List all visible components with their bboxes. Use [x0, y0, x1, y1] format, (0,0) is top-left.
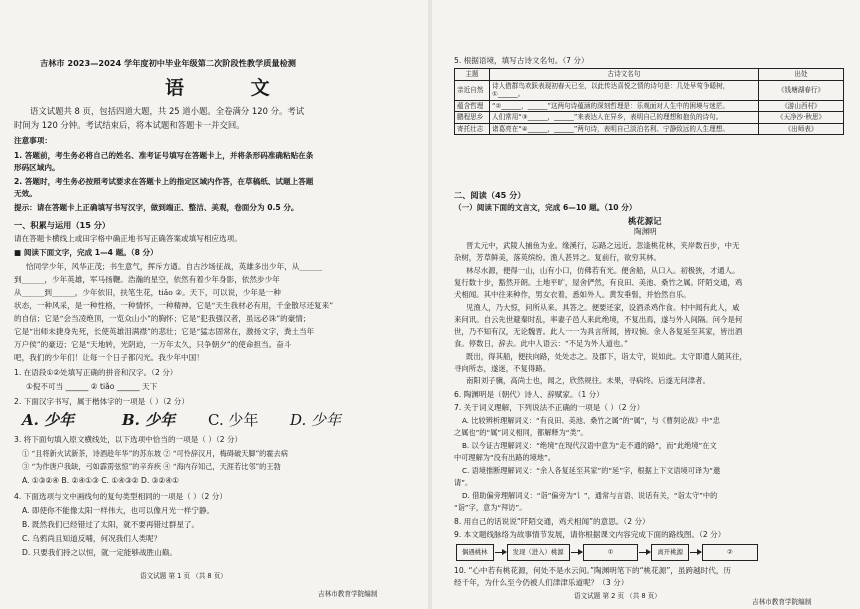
row-text: 诸葛亮在“④______，______”两句诗，表明自己淡泊名利、宁静致远的人生理想。 — [490, 123, 759, 135]
instructions-line-1: 语文试题共 8 页，包括四道大题，共 25 道小题。全卷满分 120 分。考试 — [30, 106, 305, 116]
classical-line-10: 既出，得其船，便扶向路，处处志之。及郡下，诣太守，说如此。太守即遣人随其往， — [466, 352, 747, 361]
table-row — [455, 80, 844, 100]
row-source: 《出师表》 — [759, 123, 844, 135]
q4-option-a: A. 即使你不能像太阳一样伟大，也可以像月光一样宁静。 — [22, 506, 215, 515]
classical-line-6: 见渔人，乃大惊，问所从来。具答之。便要还家，设酒杀鸡作食。村中闻有此人，咸 — [466, 303, 740, 312]
passage-line-7: 万户侯”的豪迈；它是“天地转，光阴迫，一万年太久，只争朝夕”的使命担当。奋斗 — [14, 340, 292, 349]
row-source: 《游山西村》 — [759, 100, 844, 112]
flow-step-5-blank: ② — [702, 544, 758, 561]
note-1: 1. 答题前，考生务必将自己的姓名、准考证号填写在答题卡上，并将条形码准确粘贴在条 — [14, 151, 314, 160]
row-text: 人们常用“③______，______”来表达人在异乡，表明自己的理想和抱负的诗句。 — [490, 112, 759, 124]
passage-line-8: 吧，我们的少年们！让每一个日子都闪光。我少年中国！ — [14, 353, 204, 362]
section-1-heading: 一、积累与运用（15 分） — [14, 220, 111, 230]
passage-line-2: 到______，少年英雄，军马扬鞭。浩瀚的星空，依然有着少年身影，依然步少年 — [14, 275, 280, 284]
q4-option-d: D. 只要我们持之以恒，就一定能够战胜山巅。 — [22, 548, 177, 557]
classical-line-12: 南阳刘子骥，高尚士也，闻之，欣然规往。未果，寻病终。后遂无问津者。 — [466, 376, 710, 385]
row-text: “②______，______”这两句诗蕴涵的深刻哲理是：乐观面对人生中的困境与迷茫。 — [490, 100, 759, 112]
q4-option-c: C. 乌鸦尚且知道反哺，何况我们人类呢？ — [22, 534, 162, 543]
flow-arrow — [495, 552, 506, 553]
question-9: 9. 本文题线脉络为故事情节发展，请你根据课文内容完成下面的路线图。（2 分） — [454, 530, 726, 539]
poem-table — [454, 68, 844, 135]
note-1-cont: 形码区域内。 — [14, 163, 60, 172]
left-page — [0, 0, 428, 609]
q2-option-d: D. 少年 — [290, 411, 342, 429]
header-theme: 主题 — [455, 69, 490, 81]
table-row — [455, 123, 844, 135]
q2-option-c: C. 少年 — [208, 411, 259, 429]
table-header-row — [455, 69, 844, 81]
classical-line-11: 寻向所志，遂迷，不复得路。 — [454, 364, 551, 373]
question-1: 1. 在语段①②处填写正确的拼音和汉字。（2 分） — [14, 368, 178, 377]
plot-flowchart — [456, 544, 758, 561]
question-4: 4. 下面选项与文中画线句的复句类型相同的一项是（ ）（2 分） — [14, 492, 227, 501]
flow-arrow — [690, 552, 701, 553]
classical-title: 桃花源记 — [628, 216, 662, 226]
page-footer: 语文试题 第 2 页 （共 8 页） — [574, 592, 661, 600]
classical-line-5: 犬相闻。其中往来种作，男女衣着，悉如外人。黄发垂髫，并怡然自乐。 — [454, 290, 691, 299]
question-3: 3. 将下面句填入原文横线处，以下选项中恰当的一项是（ ）（2 分） — [14, 435, 243, 444]
q7-option-d-cont: “诣”字，意为“拜访”。 — [454, 503, 527, 512]
q7-option-d: D. 借助偏旁理解词义：“诣”偏旁为“讠”，通常与言语、说话有关，“诣太守”中的 — [462, 491, 718, 500]
header-source: 出处 — [759, 69, 844, 81]
classical-line-9: 食。停数日，辞去。此中人语云：“不足为外人道也。” — [454, 339, 628, 348]
note-2: 2. 答题时，考生务必按照考试要求在答题卡上的指定区域内作答，在草稿纸、试题上答题 — [14, 177, 314, 186]
passage-line-4: 状态，一种风采，是一种性格，一种情怀，一种精神。它是“天生我材必有用，千金散尽还复来” — [14, 301, 334, 310]
flow-arrow — [571, 552, 582, 553]
classical-line-2: 杂树，芳草鲜美，落英缤纷。渔人甚异之。复前行，欲穷其林。 — [454, 253, 661, 262]
flow-arrow — [639, 552, 650, 553]
header-text: 古诗文名句 — [490, 69, 759, 81]
q4-option-b: B. 既然我们已经错过了太阳，就不要再错过群星了。 — [22, 520, 200, 529]
right-page — [432, 0, 860, 609]
question-8: 8. 用自己的话说说“阡陌交通，鸡犬相闻”的意思。（2 分） — [454, 517, 650, 526]
q7-option-c-cont: 请”。 — [454, 478, 473, 487]
flow-step-2: 发现（进入）桃源 — [507, 544, 570, 561]
exam-title: 吉林市 2023—2024 学年度初中毕业年级第二次阶段性教学质量检测 — [40, 58, 296, 68]
classical-line-4: 复行数十步，豁然开朗。土地平旷，屋舍俨然，有良田、美池、桑竹之属。阡陌交通，鸡 — [454, 278, 743, 287]
question-7: 7. 关于词义理解，下列说法不正确的一项是（ ）（2 分） — [454, 403, 645, 412]
question-10-cont: 经千年，为什么至今仍被人们津津乐道呢？（3 分） — [454, 578, 629, 587]
q3-options: A. ①③②④ B. ②④①③ C. ①④③② D. ③②④① — [22, 476, 179, 485]
classical-author: 陶渊明 — [634, 227, 657, 236]
q7-option-c: C. 语境推断理解词义：“余人各复延至其家”的“延”字，根据上下文语境可译为“邀 — [462, 466, 721, 475]
classical-line-8: 世，乃不知有汉，无论魏晋。此人一一为具言所闻，皆叹惋。余人各复延至其家，皆出酒 — [454, 327, 743, 336]
page-footer: 语文试题 第 1 页 （共 8 页） — [140, 572, 227, 580]
q3-items-1: ① “且将新火试新茶，诗酒趁年华”的苏东坡 ② “可怜辞汉月，梅碍破天脚”的霍去病 — [22, 449, 288, 458]
question-2: 2. 下面汉字书写，属于楷体字的一项是（ ）（2 分） — [14, 397, 189, 406]
note-2-cont: 无效。 — [14, 189, 37, 198]
passage-line-1: 恰同学少年，风华正茂；书生意气，挥斥方遒。自古沙场征战，英雄多出少年，从______ — [26, 262, 323, 271]
flow-step-4: 离开桃源 — [651, 544, 689, 561]
row-theme: 寄托壮志 — [455, 123, 490, 135]
subject-title: 语 文 — [165, 77, 300, 99]
flow-step-3-blank: ① — [583, 544, 639, 561]
table-row — [455, 112, 844, 124]
passage-line-5: 的自信；它是“会当凌绝顶，一览众山小”的胸怀；它是“犯我强汉者，虽远必诛”的豪情； — [14, 314, 311, 323]
table-row — [455, 100, 844, 112]
flow-step-1: 偶遇桃林 — [456, 544, 494, 561]
question-10: 10. “心中若有桃花源，何处不是水云间。”陶渊明笔下的“桃花源”，虽跨越时代，历 — [454, 566, 732, 575]
row-theme: 蕴含哲理 — [455, 100, 490, 112]
publisher-footer: 吉林市教育学院编制 — [318, 590, 378, 598]
q2-option-b: B. 少年 — [122, 411, 176, 429]
row-theme: 鹏程思乡 — [455, 112, 490, 124]
row-source: 《天净沙·秋思》 — [759, 112, 844, 124]
instructions-line-2: 时间为 120 分钟。考试结束后，将本试题和答题卡一并交回。 — [14, 120, 245, 130]
section-2-heading: 二、阅读（45 分） — [454, 190, 526, 200]
classical-line-1: 晋太元中，武陵人捕鱼为业。缘溪行，忘路之远近。忽逢桃花林，夹岸数百步，中无 — [466, 241, 740, 250]
classical-line-3: 林尽水源，便得一山，山有小口，仿佛若有光。便舍船，从口入。初极狭，才通人。 — [466, 266, 740, 275]
row-source: 《钱塘湖春行》 — [759, 80, 844, 100]
subsection-1-heading: （一）阅读下面的文言文，完成 6—10 题。（10 分） — [454, 203, 637, 212]
notes-heading: 注意事项： — [14, 136, 52, 145]
passage-line-6: 它是“出师未捷身先死，长使英雄泪满襟”的悲壮；它是“猛志固常在，激扬文字，粪土当年 — [14, 327, 315, 336]
question-6: 6. 陶渊明是（朝代）诗人、辞赋家。（1 分） — [454, 390, 604, 399]
passage-line-3: 从______到______，少年依旧，扶笔生花，tiǎo ②。天下，可以说，少年是一种 — [14, 288, 281, 297]
note-tip: 提示：请在答题卡上正确填写书写汉字，做到端正、整洁、美观，卷面分为 0.5 分。 — [14, 203, 299, 212]
q7-option-b: B. 以今证古理解词义：“绝境”在现代汉语中意为“走不通的路”，而“此绝境”在文 — [462, 441, 717, 450]
row-theme: 亲近自然 — [455, 80, 490, 100]
question-5: 5. 根据语境，填写古诗文名句。（7 分） — [454, 56, 589, 65]
q3-items-2: ③ “为作唐户我缺，弓如霹雳弦惊”的辛弃疾 ④ “海内存知己，天涯若比邻”的王勃 — [22, 462, 281, 471]
row-text: 诗人借群鸟欢跃表现初春天已至，以此传达喜悦之情的诗句是：几处早莺争暖树，①______。 — [490, 80, 759, 100]
q2-option-a: A. 少年 — [22, 411, 75, 429]
section-1-intro: 请在答题卡横线上或田字格中确正地书写正确答案或填写相应选项。 — [14, 234, 242, 243]
reading-heading: ■ 阅读下面文字，完成 1—4 题。（8 分） — [14, 248, 158, 257]
q7-option-a: A. 比较辨析理解词义：“有良田、美池、桑竹之属”的“属”，与《曹刿论战》中“忠 — [462, 416, 720, 425]
q7-option-a-cont: 之属也”的“属”词义相同，都解释为“类”。 — [454, 428, 588, 437]
q7-option-b-cont: 中可理解为“没有出路的境地”。 — [454, 453, 555, 462]
question-1-blanks: ①倪不可当 ______ ② tiǎo ______ 天下 — [26, 382, 158, 391]
classical-line-7: 来问讯。自云先世避秦时乱，率妻子邑人来此绝境，不复出焉，遂与外人间隔。问今是何 — [454, 315, 743, 324]
publisher-footer: 吉林市教育学院编制 — [752, 598, 812, 606]
